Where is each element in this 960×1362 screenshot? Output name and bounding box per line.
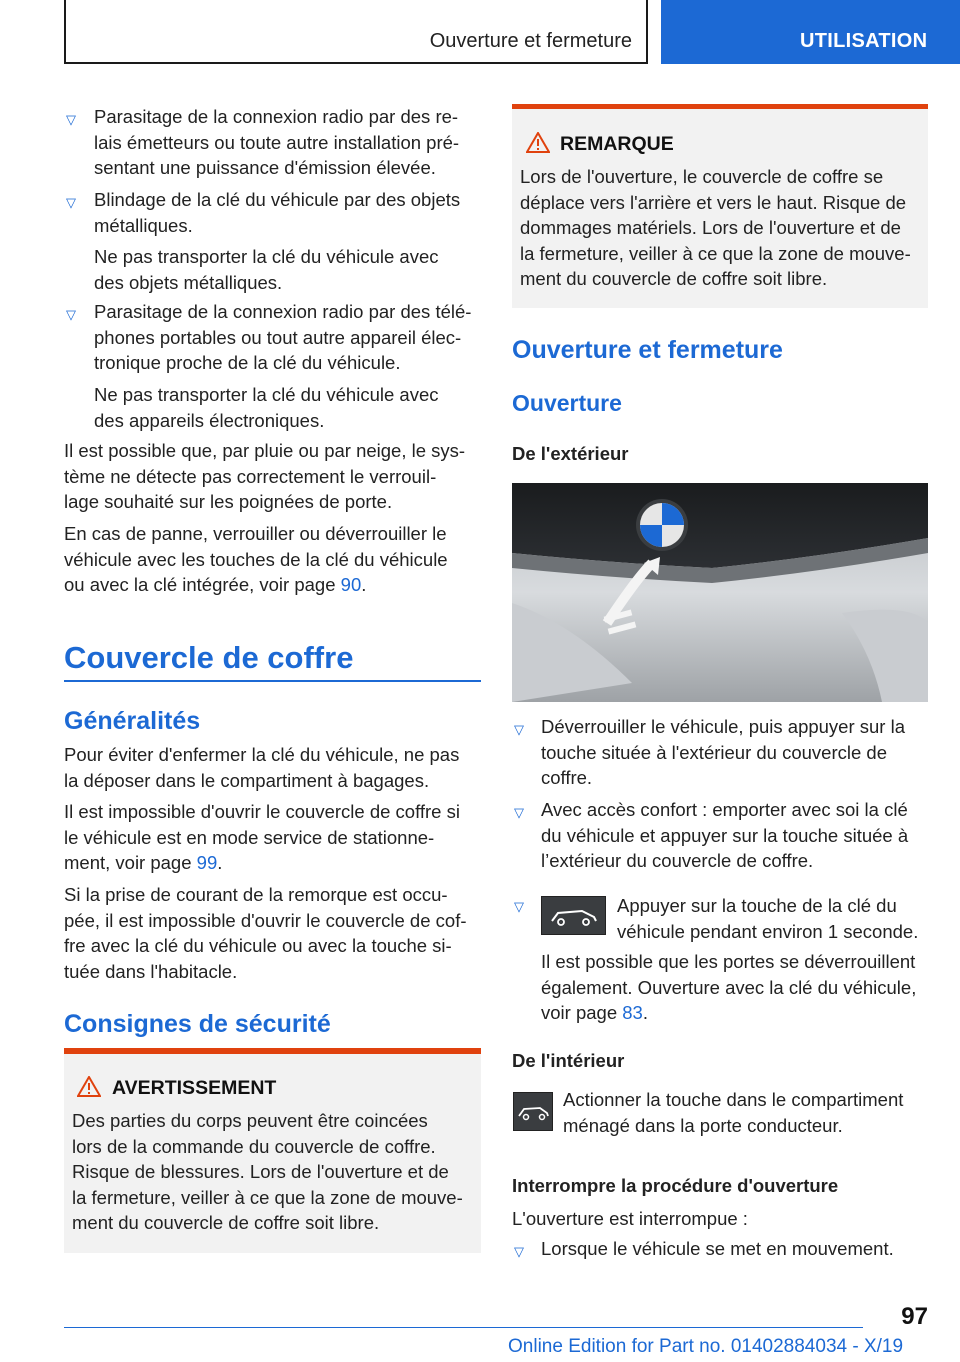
header-section-tab: [64, 0, 648, 64]
minor-heading: De l'extérieur: [512, 443, 629, 464]
triangle-bullet-icon: ▽: [66, 195, 76, 210]
minor-heading: Interrompre la procédure d'ouverture: [512, 1175, 839, 1196]
triangle-bullet-icon: ▽: [514, 805, 524, 820]
note-box: [512, 104, 928, 308]
trunk-key-icon: [513, 1092, 553, 1131]
page-link[interactable]: 90: [340, 574, 362, 595]
subsection-heading: Ouverture: [512, 390, 622, 416]
warning-box: [64, 1048, 481, 1253]
paragraph: Pour éviter d'enfermer la clé du véhicule, ne pas la déposer dans le compartiment à bagages.: [64, 744, 460, 791]
footer-edition: Online Edition for Part no. 01402884034 - X/19: [508, 1336, 904, 1357]
note-bar: [512, 104, 928, 109]
list-item-note: Ne pas transporter la clé du véhicule avec des objets métalliques.: [94, 246, 439, 293]
warning-text: Des parties du corps peuvent être coincées lors de la commande du couvercle de coffre. Risque de blessures. Lors de l'ouverture et de la fermeture, veiller à ce que la zone de mouve- ment du couvercle de coffre soit libre.: [72, 1110, 463, 1233]
paragraph: Il est possible que, par pluie ou par neige, le sys- tème ne détecte pas correctement le verrouil- lage souhaité sur les poignées de porte.: [64, 440, 466, 512]
page-link[interactable]: 83: [622, 1002, 643, 1023]
section-rule: [64, 680, 481, 682]
subsection-heading: Généralités: [64, 707, 201, 735]
warning-triangle-icon: [526, 132, 550, 153]
list-item: Déverrouiller le véhicule, puis appuyer sur la touche située à l'extérieur du couvercle de coffre.: [541, 716, 906, 788]
list-item: Appuyer sur la touche de la clé du véhicule pendant environ 1 seconde.: [617, 895, 919, 942]
list-item: Parasitage de la connexion radio par des re- lais émetteurs ou toute autre installation pré- sentant une puissance d'émission élevée.: [94, 106, 460, 178]
paragraph: Si la prise de courant de la remorque est occu- pée, il est impossible d'ouvrir le couvercle de cof- fre avec la clé du véhicule ou avec la touche si- tuée dans l'habitacle.: [64, 884, 467, 982]
paragraph: Il est impossible d'ouvrir le couvercle de coffre si le véhicule est en mode service de stationne- ment, voir page 99.: [64, 801, 460, 873]
note-title: REMARQUE: [560, 133, 674, 155]
section-heading: Ouverture et fermeture: [512, 336, 783, 364]
paragraph: En cas de panne, verrouiller ou déverrouiller le véhicule avec les touches de la clé du véhicule ou avec la clé intégrée, voir page 90.: [64, 523, 448, 595]
list-item-note: Il est possible que les portes se déverrouillent également. Ouverture avec la clé du véhicule, voir page 83.: [541, 951, 917, 1023]
subsection-heading: Consignes de sécurité: [64, 1010, 331, 1038]
list-item: Lorsque le véhicule se met en mouvement.: [541, 1238, 894, 1259]
minor-heading: De l'intérieur: [512, 1050, 625, 1071]
paragraph: Actionner la touche dans le compartiment ménagé dans la porte conducteur.: [563, 1089, 904, 1136]
header-section-title: Ouverture et fermeture: [429, 30, 632, 52]
list-item-note: Ne pas transporter la clé du véhicule avec des appareils électroniques.: [94, 384, 439, 431]
header-chapter-title: UTILISATION: [800, 30, 928, 52]
triangle-bullet-icon: ▽: [66, 112, 76, 127]
warning-bar: [64, 1048, 481, 1054]
warning-triangle-icon: [77, 1076, 101, 1097]
list-item: Parasitage de la connexion radio par des télé- phones portables ou tout autre appareil élec- tronique proche de la clé du véhicule.: [94, 301, 472, 373]
section-heading: Couvercle de coffre: [64, 640, 354, 675]
note-text: Lors de l'ouverture, le couvercle de coffre se déplace vers l'arrière et vers le haut. Risque de dommages matériels. Lors de l'ouverture et de la fermeture, veiller à ce que la zone de mouve- ment du couvercle de coffre soit libre.: [520, 166, 911, 289]
list-item: Blindage de la clé du véhicule par des objets métalliques.: [94, 189, 461, 236]
paragraph: L'ouverture est interrompue :: [512, 1208, 748, 1229]
triangle-bullet-icon: ▽: [66, 307, 76, 322]
warning-title: AVERTISSEMENT: [112, 1077, 277, 1099]
header-chapter-tab: [661, 0, 960, 64]
page-number: 97: [901, 1303, 928, 1330]
footer-rule: [64, 1327, 863, 1328]
trunk-button-photo: [512, 483, 928, 702]
triangle-bullet-icon: ▽: [514, 899, 524, 914]
list-item: Avec accès confort : emporter avec soi la clé du véhicule et appuyer sur la touche située à l’extérieur du couvercle de coffre.: [541, 799, 909, 871]
page-link[interactable]: 99: [196, 852, 218, 873]
trunk-key-icon: [541, 896, 606, 935]
triangle-bullet-icon: ▽: [514, 1244, 524, 1259]
triangle-bullet-icon: ▽: [514, 722, 524, 737]
